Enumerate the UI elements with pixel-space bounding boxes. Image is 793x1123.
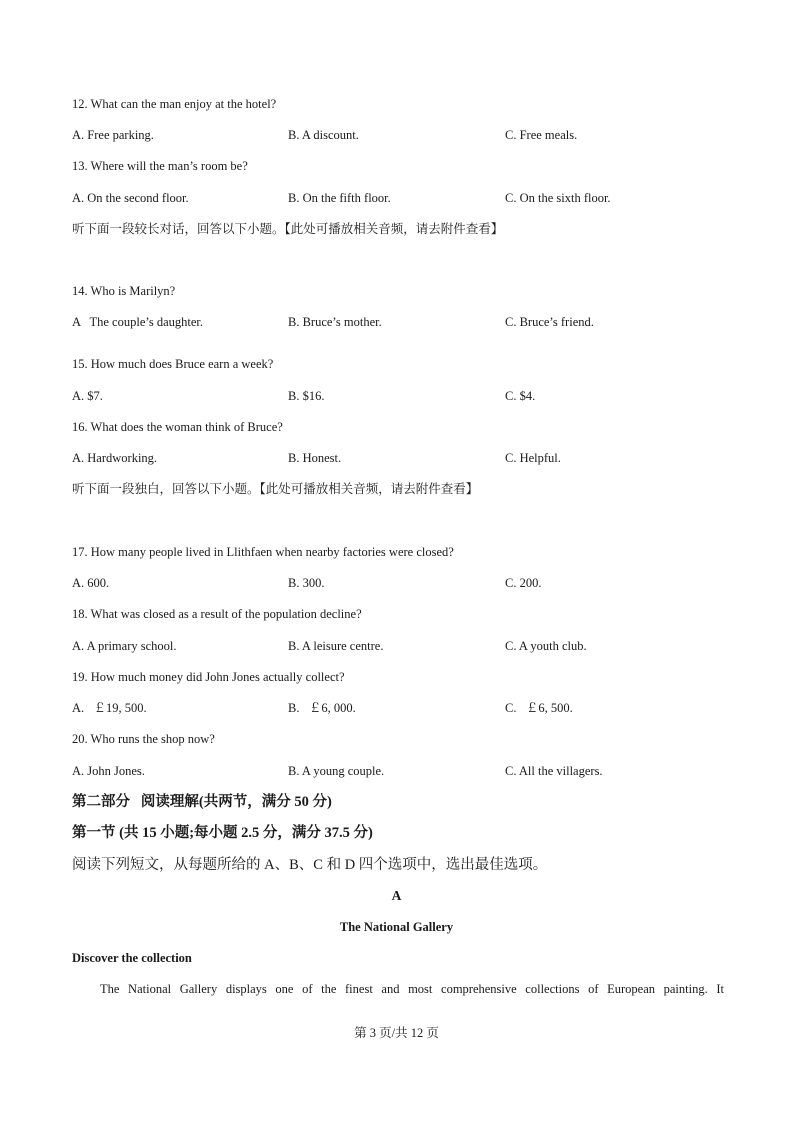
option-c: C. ￡6, 500. xyxy=(505,701,573,715)
option-c: C. A youth club. xyxy=(505,639,587,653)
option-c: C. All the villagers. xyxy=(505,764,603,778)
option-a: A The couple’s daughter. xyxy=(72,315,203,329)
part2-directions: 阅读下列短文，从每题所给的 A、B、C 和 D 四个选项中，选出最佳选项。 xyxy=(72,857,548,873)
question-18-options xyxy=(72,638,732,654)
option-a: A. John Jones. xyxy=(72,764,145,778)
question-17: 17. How many people lived in Llithfaen when nearby factories were closed? xyxy=(72,545,454,559)
instruction-monologue: 听下面一段独白，回答以下小题。【此处可播放相关音频，请去附件查看】 xyxy=(72,482,479,496)
question-19-options xyxy=(72,700,732,716)
question-15-options xyxy=(72,388,732,404)
option-b: B. $16. xyxy=(288,389,325,403)
question-19: 19. How much money did John Jones actually collect? xyxy=(72,670,345,684)
option-c: C. Bruce’s friend. xyxy=(505,315,594,329)
instruction-long-dialogue: 听下面一段较长对话，回答以下小题。【此处可播放相关音频，请去附件查看】 xyxy=(72,222,504,236)
option-b: B. ￡6, 000. xyxy=(288,701,356,715)
question-14-options xyxy=(72,314,732,330)
question-12-options xyxy=(72,127,732,143)
option-b: B. A leisure centre. xyxy=(288,639,384,653)
passage-title: The National Gallery xyxy=(339,920,454,934)
option-c: C. On the sixth floor. xyxy=(505,191,611,205)
question-18: 18. What was closed as a result of the population decline? xyxy=(72,607,362,621)
question-13-options xyxy=(72,190,732,206)
option-c: C. Helpful. xyxy=(505,451,561,465)
option-a: A. On the second floor. xyxy=(72,191,189,205)
question-14: 14. Who is Marilyn? xyxy=(72,284,176,298)
page-footer: 第 3 页/共 12 页 xyxy=(354,1026,439,1040)
question-20: 20. Who runs the shop now? xyxy=(72,732,215,746)
question-17-options xyxy=(72,575,732,591)
option-c: C. $4. xyxy=(505,389,536,403)
option-a: A. 600. xyxy=(72,576,110,590)
option-b: B. Honest. xyxy=(288,451,342,465)
passage-first-line: The National Gallery displays one of the finest and most comprehensive collections of European painting. It xyxy=(100,982,724,996)
question-13: 13. Where will the man’s room be? xyxy=(72,159,248,173)
option-a: A. A primary school. xyxy=(72,639,177,653)
option-a: A. Free parking. xyxy=(72,128,154,142)
option-b: B. Bruce’s mother. xyxy=(288,315,382,329)
option-b: B. A young couple. xyxy=(288,764,385,778)
option-b: B. 300. xyxy=(288,576,325,590)
option-a: A. Hardworking. xyxy=(72,451,158,465)
option-b: B. A discount. xyxy=(288,128,359,142)
option-a: A. ￡19, 500. xyxy=(72,701,147,715)
part2-heading: 第二部分 阅读理解(共两节，满分 50 分) xyxy=(72,794,332,810)
option-c: C. Free meals. xyxy=(505,128,578,142)
passage-subheading: Discover the collection xyxy=(72,951,192,965)
part2-section1: 第一节 (共 15 小题;每小题 2.5 分，满分 37.5 分) xyxy=(72,825,373,841)
option-a: A. $7. xyxy=(72,389,103,403)
option-b: B. On the fifth floor. xyxy=(288,191,391,205)
question-16-options xyxy=(72,450,732,466)
passage-letter: A xyxy=(391,888,402,903)
option-c: C. 200. xyxy=(505,576,542,590)
question-15: 15. How much does Bruce earn a week? xyxy=(72,357,274,371)
question-16: 16. What does the woman think of Bruce? xyxy=(72,420,283,434)
question-12: 12. What can the man enjoy at the hotel? xyxy=(72,97,277,111)
question-20-options xyxy=(72,763,732,779)
